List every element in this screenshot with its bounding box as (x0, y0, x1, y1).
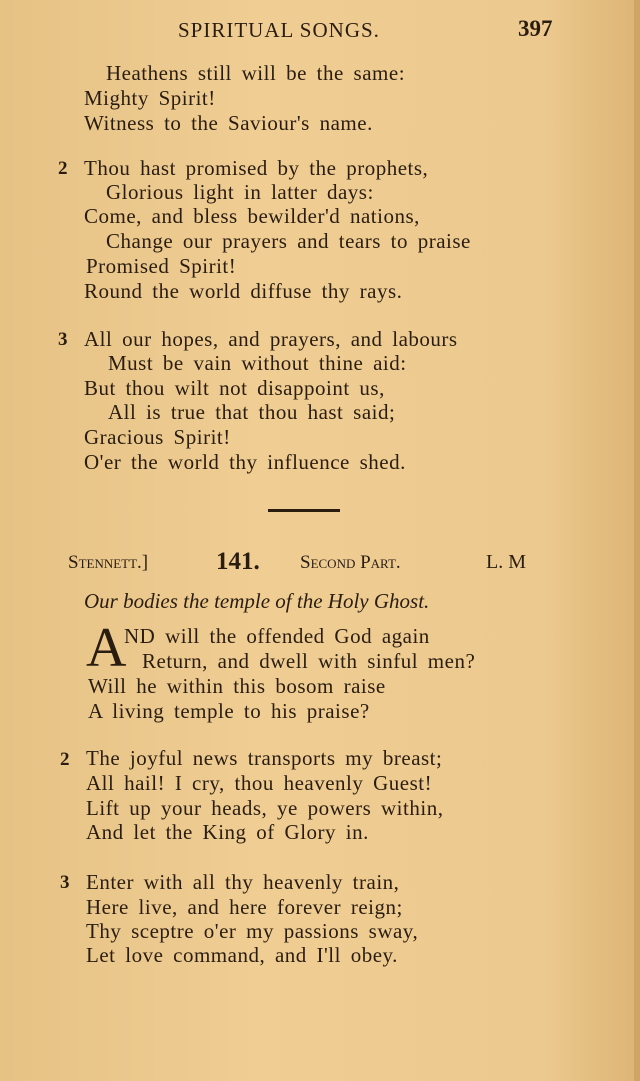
hymn-number: 141. (216, 548, 260, 575)
verse-line: Round the world diffuse thy rays. (84, 279, 403, 303)
verse-line: But thou wilt not disappoint us, (84, 376, 385, 400)
verse-line: Heathens still will be the same: (106, 61, 406, 85)
verse-line: Thou hast promised by the prophets, (84, 156, 429, 180)
page-edge (634, 0, 640, 1081)
verse-line: A living temple to his praise? (88, 699, 370, 723)
section-divider (268, 509, 340, 512)
verse-line: All hail! I cry, thou heavenly Guest! (86, 771, 433, 795)
hymn-meter: L. M (486, 551, 526, 573)
verse-line: Here live, and here forever reign; (86, 895, 403, 919)
hymn-author: Stennett.] (68, 552, 149, 573)
stanza-number: 3 (58, 329, 68, 350)
verse-line: Promised Spirit! (86, 254, 237, 278)
verse-line: ND will the offended God again (124, 624, 430, 648)
verse-line: Enter with all thy heavenly train, (86, 870, 400, 894)
verse-line: Change our prayers and tears to praise (106, 229, 471, 253)
hymn-part: Second Part. (300, 552, 401, 573)
verse-line: Witness to the Saviour's name. (84, 111, 373, 135)
verse-line: All our hopes, and prayers, and labours (84, 327, 458, 351)
verse-line: Gracious Spirit! (84, 425, 231, 449)
verse-line: Come, and bless bewilder'd nations, (84, 204, 420, 228)
verse-line: Glorious light in latter days: (106, 180, 374, 204)
stanza-number: 3 (60, 872, 70, 893)
running-title: SPIRITUAL SONGS. (178, 18, 380, 42)
verse-line: All is true that thou hast said; (108, 400, 396, 424)
verse-line: O'er the world thy influence shed. (84, 450, 406, 474)
drop-cap: A (86, 617, 127, 679)
verse-line: Will he within this bosom raise (88, 674, 386, 698)
stanza-number: 2 (60, 749, 70, 770)
verse-line: Mighty Spirit! (84, 86, 216, 110)
hymn-subtitle: Our bodies the temple of the Holy Ghost. (84, 589, 430, 613)
verse-line: And let the King of Glory in. (86, 820, 369, 844)
verse-line: The joyful news transports my breast; (86, 746, 443, 770)
verse-line: Lift up your heads, ye powers within, (86, 796, 444, 820)
page-number: 397 (518, 16, 553, 41)
verse-line: Let love command, and I'll obey. (86, 943, 398, 967)
verse-line: Thy sceptre o'er my passions sway, (86, 919, 419, 943)
verse-line: Return, and dwell with sinful men? (142, 649, 476, 673)
stanza-number: 2 (58, 158, 68, 179)
verse-line: Must be vain without thine aid: (108, 351, 407, 375)
